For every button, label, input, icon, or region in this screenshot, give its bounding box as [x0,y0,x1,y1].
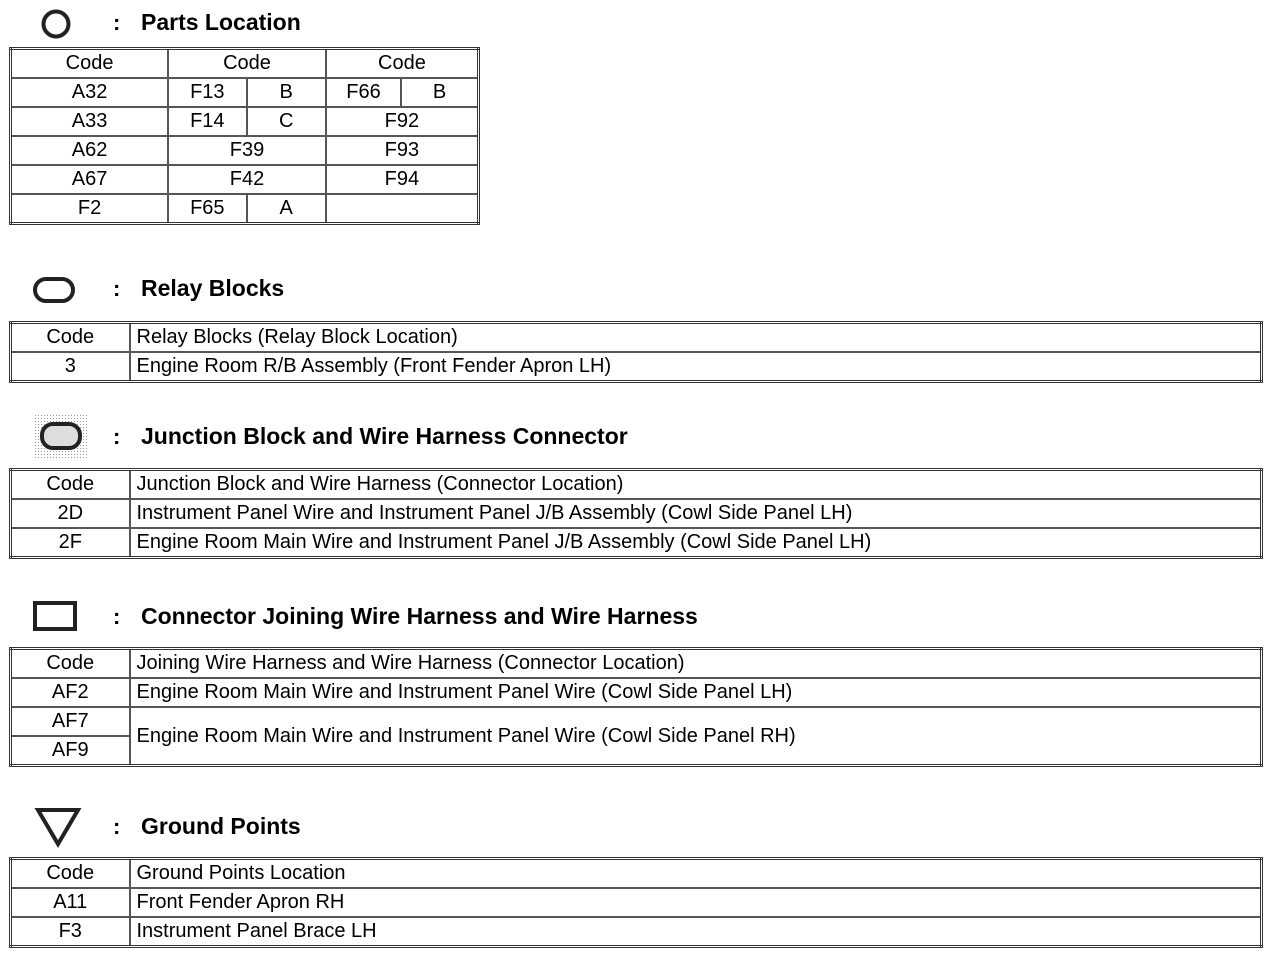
table-row [11,78,479,107]
ground-points-table [9,857,1263,948]
code-cell: F3 [11,917,130,947]
section-title: Connector Joining Wire Harness and Wire Harness [141,603,698,629]
code-cell: 3 [11,352,130,382]
connector-joining-heading [0,594,1280,634]
code-cell: A11 [11,888,130,917]
code-cell: F14 [168,107,246,136]
code-cell: A62 [11,136,169,165]
table-row [11,917,1262,947]
rounded-rect-icon [32,276,76,309]
ground-points-heading [0,804,1280,844]
colon: : [113,424,121,449]
header-cell: Relay Blocks (Relay Block Location) [130,323,1262,353]
circle-icon [40,8,72,45]
code-cell: A67 [11,165,169,194]
code-cell: C [247,107,326,136]
section-title: Ground Points [141,813,301,839]
colon: : [113,604,121,629]
code-cell: 2F [11,528,130,558]
header-cell: Joining Wire Harness and Wire Harness (Connector Location) [130,649,1262,679]
code-cell: A [247,194,326,224]
code-cell: F92 [326,107,479,136]
code-cell: A33 [11,107,169,136]
connector-joining-table [9,647,1263,767]
description-cell: Instrument Panel Brace LH [130,917,1262,947]
header-cell: Code [11,859,130,889]
rectangle-icon [32,600,78,637]
section-title: Parts Location [141,9,301,35]
description-cell: Engine Room Main Wire and Instrument Panel J/B Assembly (Cowl Side Panel LH) [130,528,1262,558]
table-row [11,528,1262,558]
relay-blocks-heading [0,268,1280,308]
table-header-row [11,859,1262,889]
header-cell: Code [11,649,130,679]
parts-location-table [9,47,480,225]
code-cell: F65 [168,194,246,224]
section-title: Junction Block and Wire Harness Connector [141,423,628,449]
junction-block-heading [0,414,1280,454]
section-title: Relay Blocks [141,275,285,301]
code-cell: F39 [168,136,326,165]
colon: : [113,814,121,839]
description-cell: Engine Room R/B Assembly (Front Fender Apron LH) [130,352,1262,382]
header-cell: Code [11,323,130,353]
table-row [11,107,479,136]
header-cell: Junction Block and Wire Harness (Connector Location) [130,470,1262,500]
table-header-row [11,649,1262,679]
table-row [11,165,479,194]
description-cell: Engine Room Main Wire and Instrument Panel Wire (Cowl Side Panel RH) [130,707,1262,766]
code-cell: 2D [11,499,130,528]
table-row [11,888,1262,917]
table-row [11,499,1262,528]
header-cell: Code [11,49,169,79]
code-cell: F94 [326,165,479,194]
code-cell: F66 [326,78,401,107]
header-cell: Ground Points Location [130,859,1262,889]
table-header-row [11,470,1262,500]
table-row [11,194,479,224]
code-cell: F93 [326,136,479,165]
description-cell: Engine Room Main Wire and Instrument Panel Wire (Cowl Side Panel LH) [130,678,1262,707]
code-cell: AF7 [11,707,130,736]
description-cell: Front Fender Apron RH [130,888,1262,917]
table-header-row [11,49,479,79]
table-row [11,707,1262,736]
parts-location-heading [0,2,1280,42]
description-cell: Instrument Panel Wire and Instrument Panel J/B Assembly (Cowl Side Panel LH) [130,499,1262,528]
table-header-row [11,323,1262,353]
triangle-down-icon [34,806,82,853]
colon: : [113,276,121,301]
shaded-rounded-rect-icon [34,414,88,458]
code-cell [326,194,479,224]
code-cell: AF2 [11,678,130,707]
header-cell: Code [11,470,130,500]
relay-blocks-table [9,321,1263,383]
code-cell: B [247,78,326,107]
junction-block-table [9,468,1263,559]
table-row [11,136,479,165]
code-cell: A32 [11,78,169,107]
code-cell: F42 [168,165,326,194]
header-cell: Code [168,49,326,79]
colon: : [113,10,121,35]
code-cell: AF9 [11,736,130,766]
table-row [11,678,1262,707]
code-cell: F2 [11,194,169,224]
table-row [11,352,1262,382]
header-cell: Code [326,49,479,79]
code-cell: B [401,78,478,107]
code-cell: F13 [168,78,246,107]
